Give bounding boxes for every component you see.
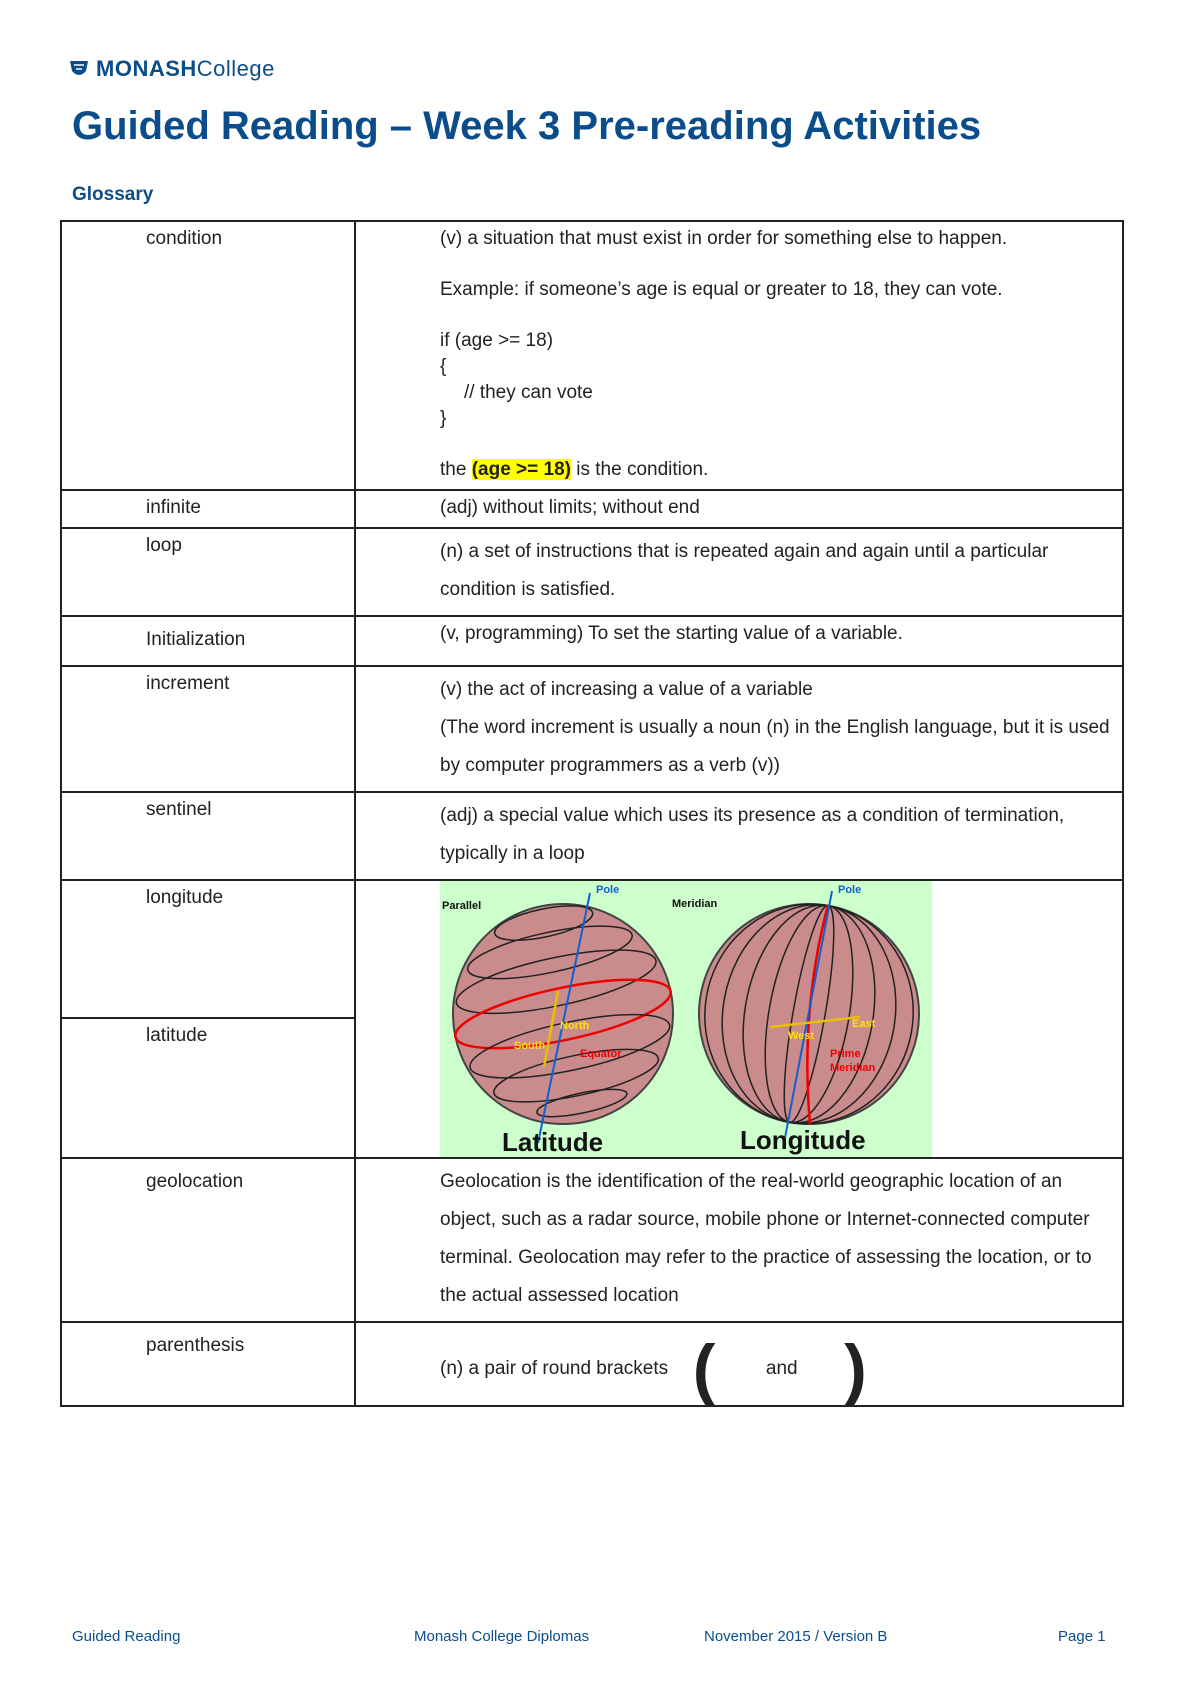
glossary-row-infinite xyxy=(61,490,1123,528)
svg-text:Parallel: Parallel xyxy=(442,900,482,912)
footer-date: November 2015 / Version B xyxy=(704,1628,888,1645)
monash-college-logo xyxy=(68,56,275,82)
glossary-row-geolocation xyxy=(61,1158,1123,1322)
globes-diagram xyxy=(440,881,932,1157)
glossary-row-loop xyxy=(61,528,1123,616)
parenthesis-definition: (n) a pair of round brackets xyxy=(440,1358,669,1380)
highlighted-condition: (age >= 18) xyxy=(471,459,571,480)
svg-text:Equator: Equator xyxy=(580,1048,622,1060)
term-parenthesis: parenthesis xyxy=(61,1322,355,1406)
glossary-row-increment xyxy=(61,666,1123,792)
svg-text:East: East xyxy=(852,1018,876,1030)
logo-text: MONASHCollege xyxy=(96,56,275,81)
longitude-caption: Longitude xyxy=(740,1125,866,1155)
term-initialization: Initialization xyxy=(61,616,355,666)
increment-note: (The word increment is usually a noun (n) in the English language, but it is used by computer programmers as a verb (v)) xyxy=(440,717,1110,776)
term-geolocation: geolocation xyxy=(61,1158,355,1322)
svg-text:Pole: Pole xyxy=(838,884,862,896)
svg-text:South: South xyxy=(514,1040,546,1052)
close-paren-glyph: ) xyxy=(844,1331,867,1407)
term-longitude: longitude xyxy=(62,881,354,1019)
definition-condition xyxy=(355,221,1123,490)
footer-center: Monash College Diplomas xyxy=(414,1628,590,1645)
footer-left: Guided Reading xyxy=(72,1628,181,1645)
open-paren-glyph: ( xyxy=(692,1331,716,1407)
glossary-heading: Glossary xyxy=(72,184,154,205)
term-increment: increment xyxy=(61,666,355,792)
term-latitude: latitude xyxy=(146,1025,208,1046)
monash-crest-icon xyxy=(68,59,90,79)
definition-loop: (n) a set of instructions that is repeated again and again until a particular condition is satisfied. xyxy=(355,528,1123,616)
svg-text:Meridian: Meridian xyxy=(830,1062,876,1074)
term-condition: condition xyxy=(61,221,355,490)
condition-example: Example: if someone’s age is equal or greater to 18, they can vote. xyxy=(440,279,1003,300)
term-sentinel: sentinel xyxy=(61,792,355,880)
and-text: and xyxy=(765,1358,798,1380)
definition-geolocation: Geolocation is the identification of the real-world geographic location of an object, such as a radar source, mobile phone or Internet-connected computer terminal. Geolocation may refer to the practice of assessing the location, or to the actual assessed location xyxy=(355,1158,1123,1322)
condition-definition: (v) a situation that must exist in order for something else to happen. xyxy=(440,228,1008,249)
glossary-row-initialization xyxy=(61,616,1123,666)
svg-text:North: North xyxy=(560,1020,590,1032)
glossary-row-parenthesis xyxy=(61,1322,1123,1406)
code-line-1: if (age >= 18) xyxy=(440,330,554,351)
latitude-caption: Latitude xyxy=(502,1127,604,1157)
glossary-row-longitude-latitude xyxy=(61,880,1123,1158)
svg-text:Prime: Prime xyxy=(830,1048,861,1060)
code-line-4: } xyxy=(440,408,447,429)
glossary-row-sentinel xyxy=(61,792,1123,880)
term-infinite: infinite xyxy=(61,490,355,528)
definition-infinite: (adj) without limits; without end xyxy=(355,490,1123,528)
increment-definition: (v) the act of increasing a value of a variable xyxy=(440,679,813,700)
terms-longitude-latitude xyxy=(61,880,355,1158)
page-title: Guided Reading – Week 3 Pre-reading Activities xyxy=(72,104,982,148)
svg-text:Meridian: Meridian xyxy=(672,898,718,910)
definition-sentinel: (adj) a special value which uses its presence as a condition of termination, typically in a loop xyxy=(355,792,1123,880)
code-line-3: // they can vote xyxy=(464,382,593,403)
footer-page: Page 1 xyxy=(1058,1628,1106,1645)
code-line-2: { xyxy=(440,356,447,377)
definition-increment xyxy=(355,666,1123,792)
glossary-table xyxy=(60,220,1124,1407)
glossary-row-condition xyxy=(61,221,1123,490)
latitude-longitude-illustration xyxy=(355,880,1123,1158)
definition-initialization: (v, programming) To set the starting value of a variable. xyxy=(355,616,1123,666)
term-loop: loop xyxy=(61,528,355,616)
definition-parenthesis xyxy=(355,1322,1123,1406)
condition-note: the (age >= 18) is the condition. xyxy=(440,459,709,480)
svg-text:West: West xyxy=(788,1030,815,1042)
svg-text:Pole: Pole xyxy=(596,884,620,896)
